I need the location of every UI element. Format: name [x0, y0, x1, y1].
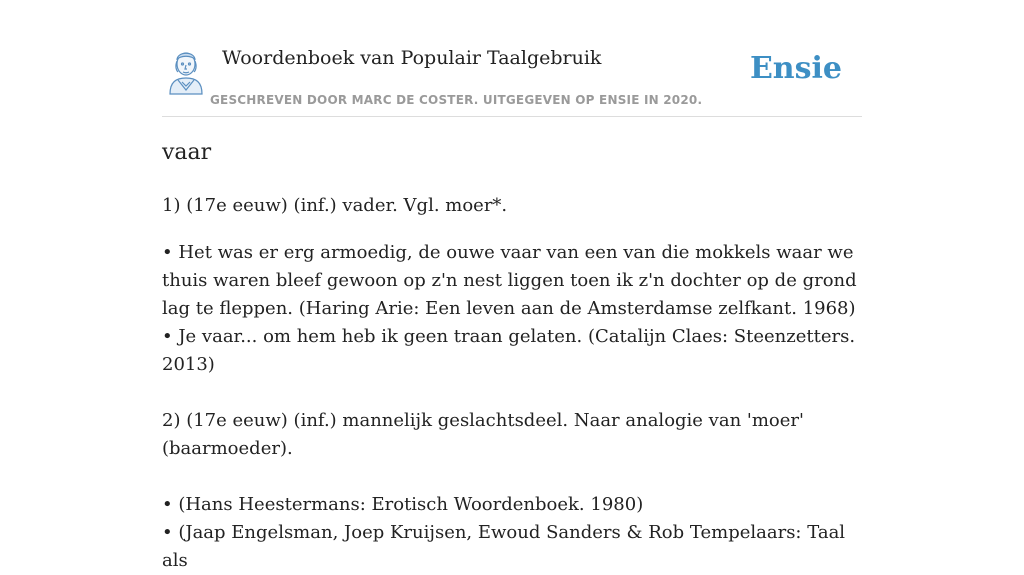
- headword: vaar: [162, 140, 212, 165]
- definition-2: 2) (17e eeuw) (inf.) mannelijk geslachtsdeel. Naar analogie van 'moer' (baarmoeder).: [162, 410, 804, 459]
- entry-content: [162, 192, 862, 575]
- site-header: [162, 40, 862, 117]
- author-portrait-icon[interactable]: [164, 46, 208, 96]
- citation: • Het was er erg armoedig, de ouwe vaar van een van die mokkels waar we thuis waren bleef gewoon op z'n nest liggen toen ik z'n dochter op de grond lag te fleppen. (Haring Arie: Een leven aan de Amsterdamse zelfkant. 1968): [162, 242, 857, 319]
- spacer: [162, 379, 862, 407]
- book-title[interactable]: Woordenboek van Populair Taalgebruik: [222, 47, 602, 69]
- citation: • (Jaap Engelsman, Joep Kruijsen, Ewoud Sanders & Rob Tempelaars: Taal als: [162, 522, 846, 571]
- citation: • (Hans Heestermans: Erotisch Woordenboek. 1980): [162, 494, 644, 515]
- byline: GESCHREVEN DOOR MARC DE COSTER. UITGEGEVEN OP ENSIE IN 2020.: [210, 93, 703, 107]
- ensie-logo-link[interactable]: Ensie: [749, 51, 842, 86]
- citation: • Je vaar... om hem heb ik geen traan gelaten. (Catalijn Claes: Steenzetters. 2013): [162, 326, 856, 375]
- definition-1: 1) (17e eeuw) (inf.) vader. Vgl. moer*.: [162, 195, 508, 216]
- spacer: [162, 463, 862, 491]
